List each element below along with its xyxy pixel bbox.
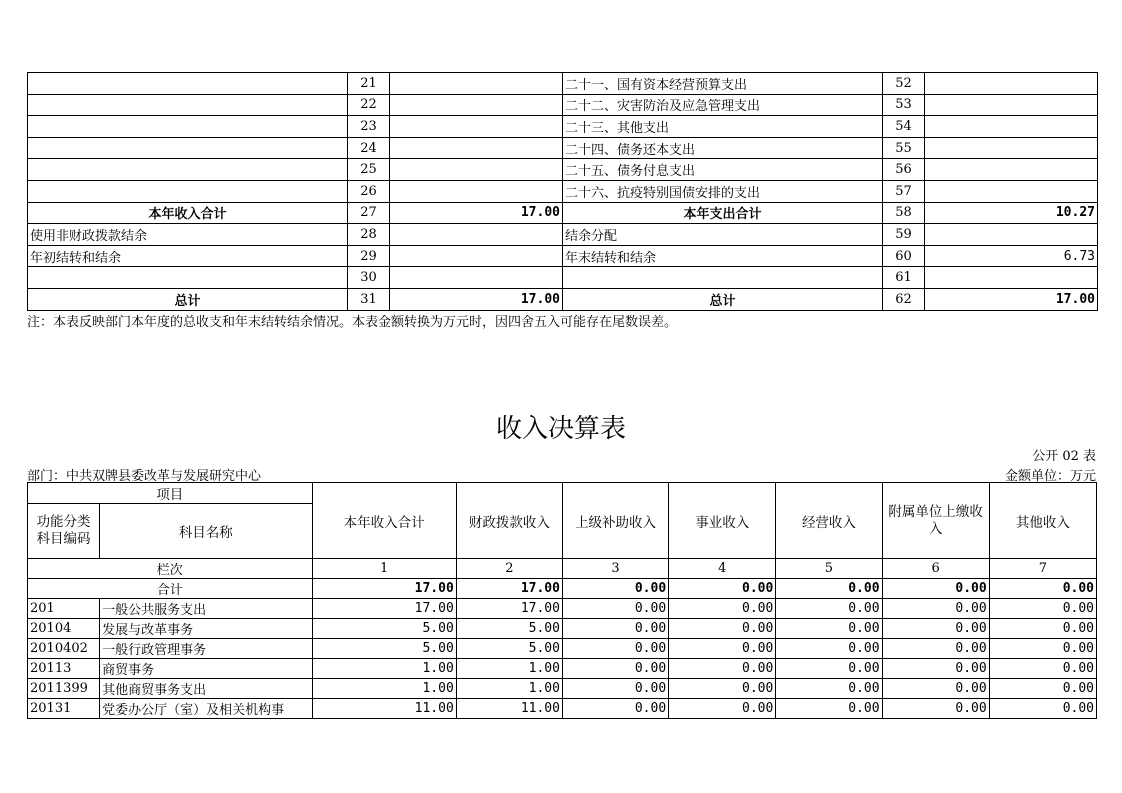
column-number: 6	[882, 559, 989, 579]
amount-cell: 11.00	[456, 699, 562, 719]
right-row-number: 59	[883, 224, 925, 246]
amount-cell: 0.00	[776, 619, 882, 639]
amount-cell: 0.00	[989, 699, 1096, 719]
header-code: 功能分类科目编码	[28, 504, 100, 559]
unit-label: 金额单位：万元	[1004, 469, 1096, 484]
right-label-cell: 二十四、债务还本支出	[563, 137, 883, 159]
summary-table-body	[28, 73, 1098, 311]
column-number: 7	[989, 559, 1096, 579]
column-label: 栏次	[28, 559, 313, 579]
left-amount-cell	[390, 224, 563, 246]
header-col-6: 附属单位上缴收入	[882, 483, 989, 559]
left-amount-cell	[390, 94, 563, 116]
amount-cell: 0.00	[989, 659, 1096, 679]
subject-code: 2010402	[28, 639, 100, 659]
amount-cell: 5.00	[312, 639, 456, 659]
subject-name: 党委办公厅（室）及相关机构事	[100, 699, 312, 719]
left-amount-cell	[390, 116, 563, 138]
left-label-cell	[28, 267, 348, 289]
income-row	[28, 619, 1097, 639]
amount-cell: 1.00	[456, 679, 562, 699]
subject-name: 一般公共服务支出	[100, 599, 312, 619]
department-label: 部门：中共双牌县委改革与发展研究中心	[27, 469, 262, 484]
right-amount-cell: 10.27	[925, 202, 1098, 224]
right-row-number: 60	[883, 245, 925, 267]
income-header-row-1	[28, 483, 1097, 504]
amount-cell: 0.00	[562, 679, 668, 699]
amount-cell: 0.00	[882, 619, 989, 639]
column-number: 2	[456, 559, 562, 579]
left-row-number: 25	[348, 159, 390, 181]
right-row-number: 52	[883, 73, 925, 95]
income-column-number-row	[28, 559, 1097, 579]
left-row-number: 27	[348, 202, 390, 224]
header-col-4: 事业收入	[669, 483, 776, 559]
summary-row	[28, 267, 1098, 289]
column-number: 1	[312, 559, 456, 579]
total-value: 0.00	[882, 579, 989, 599]
amount-cell: 0.00	[989, 599, 1096, 619]
total-value: 0.00	[669, 579, 776, 599]
right-label-cell: 二十三、其他支出	[563, 116, 883, 138]
summary-row	[28, 245, 1098, 267]
subject-name: 其他商贸事务支出	[100, 679, 312, 699]
right-row-number: 53	[883, 94, 925, 116]
summary-row	[28, 73, 1098, 95]
subject-name: 一般行政管理事务	[100, 639, 312, 659]
left-row-number: 30	[348, 267, 390, 289]
amount-cell: 0.00	[669, 699, 776, 719]
amount-cell: 0.00	[562, 659, 668, 679]
header-col-5: 经营收入	[776, 483, 882, 559]
table-note: 注：本表反映部门本年度的总收支和年末结转结余情况。本表金额转换为万元时，因四舍五入可能存在尾数误差。	[27, 315, 678, 330]
right-label-cell: 结余分配	[563, 224, 883, 246]
left-amount-cell	[390, 137, 563, 159]
amount-cell: 0.00	[882, 659, 989, 679]
left-row-number: 28	[348, 224, 390, 246]
summary-row	[28, 288, 1098, 310]
amount-cell: 0.00	[776, 659, 882, 679]
subject-code: 201	[28, 599, 100, 619]
amount-cell: 0.00	[669, 639, 776, 659]
subject-name: 商贸事务	[100, 659, 312, 679]
income-table-body	[28, 599, 1097, 719]
column-number: 4	[669, 559, 776, 579]
left-row-number: 22	[348, 94, 390, 116]
right-amount-cell	[925, 73, 1098, 95]
amount-cell: 5.00	[456, 619, 562, 639]
amount-cell: 0.00	[669, 599, 776, 619]
total-label: 合计	[28, 579, 313, 599]
amount-cell: 5.00	[312, 619, 456, 639]
left-label-cell: 本年收入合计	[28, 202, 348, 224]
total-value: 17.00	[456, 579, 562, 599]
right-row-number: 58	[883, 202, 925, 224]
total-value: 0.00	[562, 579, 668, 599]
total-value: 0.00	[776, 579, 882, 599]
left-label-cell	[28, 94, 348, 116]
amount-cell: 0.00	[669, 659, 776, 679]
amount-cell: 0.00	[882, 679, 989, 699]
amount-cell: 0.00	[989, 639, 1096, 659]
right-amount-cell	[925, 180, 1098, 202]
amount-cell: 0.00	[776, 699, 882, 719]
subject-name: 发展与改革事务	[100, 619, 312, 639]
left-label-cell: 年初结转和结余	[28, 245, 348, 267]
right-row-number: 62	[883, 288, 925, 310]
right-row-number: 56	[883, 159, 925, 181]
header-col-7: 其他收入	[989, 483, 1096, 559]
income-row	[28, 599, 1097, 619]
subject-code: 2011399	[28, 679, 100, 699]
amount-cell: 0.00	[776, 639, 882, 659]
right-label-cell: 本年支出合计	[563, 202, 883, 224]
right-label-cell: 年末结转和结余	[563, 245, 883, 267]
amount-cell: 0.00	[989, 619, 1096, 639]
amount-cell: 0.00	[882, 599, 989, 619]
summary-table	[27, 72, 1098, 311]
summary-row	[28, 137, 1098, 159]
amount-cell: 17.00	[312, 599, 456, 619]
page-title: 收入决算表	[495, 414, 626, 444]
right-label-cell: 二十二、灾害防治及应急管理支出	[563, 94, 883, 116]
header-col-3: 上级补助收入	[562, 483, 668, 559]
left-row-number: 29	[348, 245, 390, 267]
summary-row	[28, 224, 1098, 246]
amount-cell: 0.00	[562, 599, 668, 619]
right-label-cell	[563, 267, 883, 289]
amount-cell: 0.00	[989, 679, 1096, 699]
amount-cell: 0.00	[882, 639, 989, 659]
right-row-number: 61	[883, 267, 925, 289]
left-row-number: 31	[348, 288, 390, 310]
right-row-number: 54	[883, 116, 925, 138]
left-amount-cell	[390, 159, 563, 181]
amount-cell: 5.00	[456, 639, 562, 659]
amount-cell: 0.00	[562, 639, 668, 659]
right-label-cell: 二十五、债务付息支出	[563, 159, 883, 181]
summary-row	[28, 180, 1098, 202]
income-row	[28, 699, 1097, 719]
left-label-cell	[28, 137, 348, 159]
header-col-2: 财政拨款收入	[456, 483, 562, 559]
income-row	[28, 659, 1097, 679]
right-row-number: 55	[883, 137, 925, 159]
amount-cell: 0.00	[776, 599, 882, 619]
right-amount-cell	[925, 224, 1098, 246]
amount-cell: 17.00	[456, 599, 562, 619]
income-row	[28, 679, 1097, 699]
left-label-cell	[28, 180, 348, 202]
amount-cell: 0.00	[669, 679, 776, 699]
amount-cell: 1.00	[456, 659, 562, 679]
left-amount-cell	[390, 73, 563, 95]
right-amount-cell	[925, 94, 1098, 116]
summary-row	[28, 116, 1098, 138]
amount-cell: 11.00	[312, 699, 456, 719]
header-col-1: 本年收入合计	[312, 483, 456, 559]
income-table	[27, 482, 1097, 719]
summary-row	[28, 159, 1098, 181]
left-amount-cell: 17.00	[390, 288, 563, 310]
left-label-cell: 使用非财政拨款结余	[28, 224, 348, 246]
column-number: 3	[562, 559, 668, 579]
amount-cell: 0.00	[669, 619, 776, 639]
amount-cell: 0.00	[776, 679, 882, 699]
amount-cell: 1.00	[312, 679, 456, 699]
amount-cell: 1.00	[312, 659, 456, 679]
column-number: 5	[776, 559, 882, 579]
subject-code: 20104	[28, 619, 100, 639]
left-label-cell	[28, 73, 348, 95]
right-row-number: 57	[883, 180, 925, 202]
right-amount-cell	[925, 159, 1098, 181]
amount-cell: 0.00	[882, 699, 989, 719]
right-amount-cell: 6.73	[925, 245, 1098, 267]
right-label-cell: 总计	[563, 288, 883, 310]
amount-cell: 0.00	[562, 619, 668, 639]
left-row-number: 24	[348, 137, 390, 159]
total-value: 17.00	[312, 579, 456, 599]
right-amount-cell: 17.00	[925, 288, 1098, 310]
form-number: 公开 02 表	[1032, 449, 1096, 464]
left-amount-cell	[390, 180, 563, 202]
left-label-cell	[28, 116, 348, 138]
left-amount-cell	[390, 245, 563, 267]
right-amount-cell	[925, 267, 1098, 289]
income-total-row	[28, 579, 1097, 599]
left-amount-cell: 17.00	[390, 202, 563, 224]
amount-cell: 0.00	[562, 699, 668, 719]
right-label-cell: 二十六、抗疫特别国债安排的支出	[563, 180, 883, 202]
left-row-number: 23	[348, 116, 390, 138]
header-item: 项目	[28, 483, 313, 504]
right-amount-cell	[925, 137, 1098, 159]
subject-code: 20113	[28, 659, 100, 679]
left-amount-cell	[390, 267, 563, 289]
header-name: 科目名称	[100, 504, 312, 559]
total-value: 0.00	[989, 579, 1096, 599]
left-label-cell	[28, 159, 348, 181]
left-label-cell: 总计	[28, 288, 348, 310]
right-amount-cell	[925, 116, 1098, 138]
income-row	[28, 639, 1097, 659]
left-row-number: 21	[348, 73, 390, 95]
summary-row	[28, 202, 1098, 224]
right-label-cell: 二十一、国有资本经营预算支出	[563, 73, 883, 95]
subject-code: 20131	[28, 699, 100, 719]
summary-row	[28, 94, 1098, 116]
left-row-number: 26	[348, 180, 390, 202]
